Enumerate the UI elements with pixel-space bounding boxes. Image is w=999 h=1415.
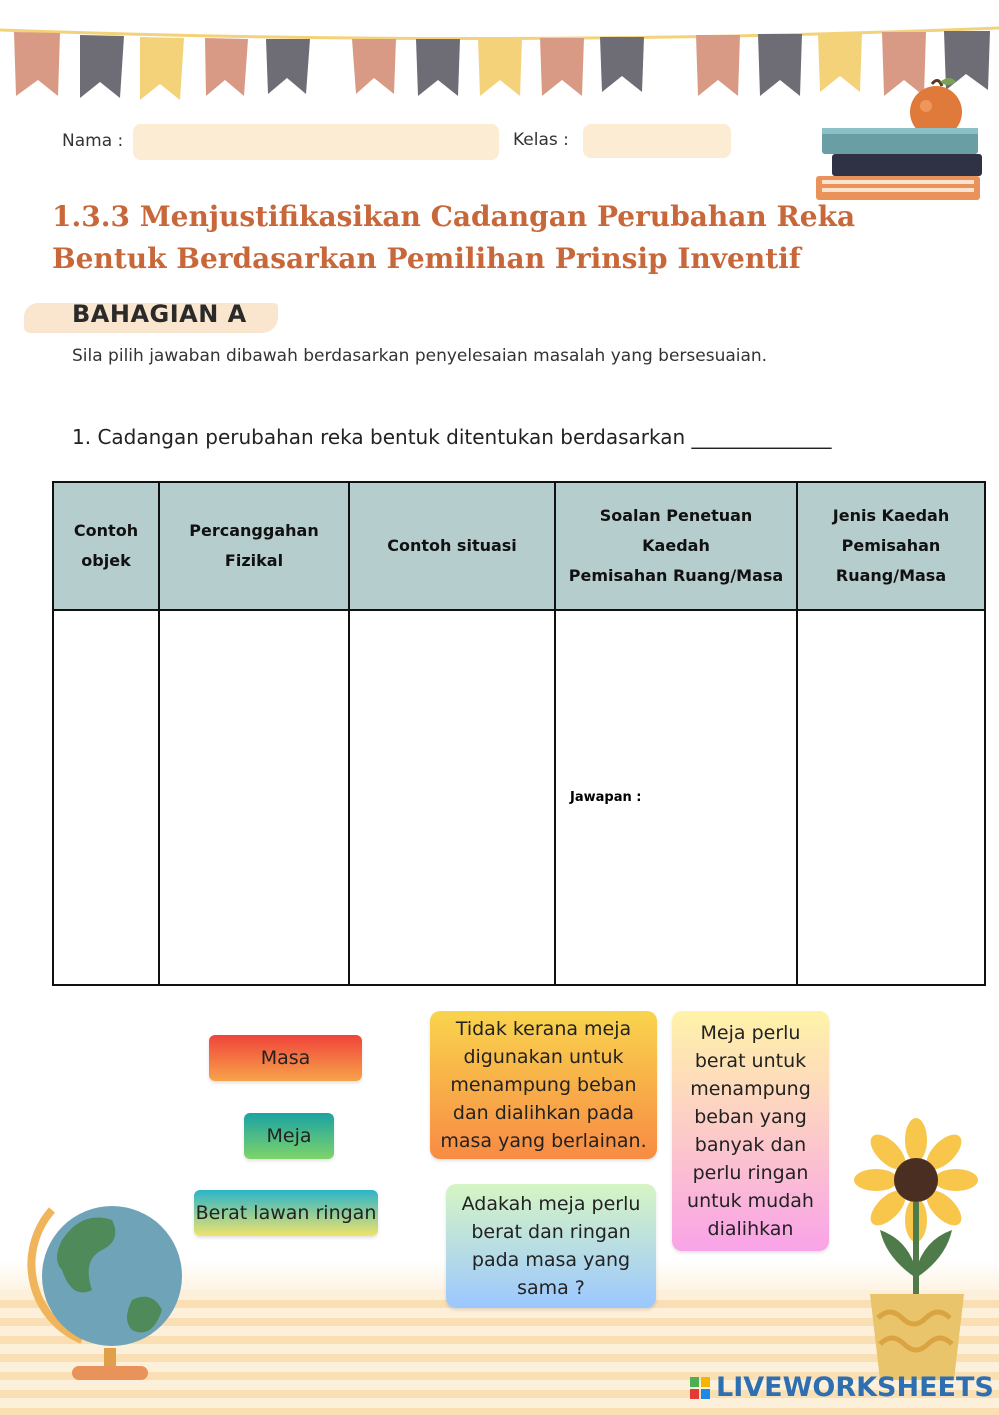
section-heading: BAHAGIAN A (72, 300, 247, 328)
answer-label: Jawapan : (570, 790, 642, 805)
drag-card-meja[interactable]: Meja (244, 1113, 334, 1159)
instruction-text: Sila pilih jawaban dibawah berdasarkan penyelesaian masalah yang bersesuaian. (72, 346, 768, 366)
header-jenis-kaedah: Jenis Kaedah Pemisahan Ruang/Masa (797, 482, 985, 610)
class-label: Kelas : (513, 130, 569, 150)
drag-card-masa[interactable]: Masa (209, 1035, 362, 1081)
drag-card-adakah[interactable]: Adakah meja perlu berat dan ringan pada masa yang sama ? (446, 1184, 656, 1308)
title-line-2: Bentuk Berdasarkan Pemilihan Prinsip Inventif (52, 242, 801, 275)
drag-card-tidak-kerana[interactable]: Tidak kerana meja digunakan untuk menampung beban dan dialihkan pada masa yang berlainan. (430, 1011, 657, 1159)
drop-zone-contoh-situasi[interactable] (349, 610, 555, 985)
globe-icon (22, 1180, 192, 1390)
brand-logo-text: LIVEWORKSHEETS (716, 1372, 994, 1403)
drag-card-berat-lawan-ringan[interactable]: Berat lawan ringan (194, 1190, 378, 1236)
drop-zone-contoh-objek[interactable] (53, 610, 159, 985)
name-label: Nama : (62, 131, 124, 151)
header-contoh-objek: Contoh objek (53, 482, 159, 610)
sunflower-icon (852, 1118, 982, 1388)
table-header-row (53, 482, 985, 610)
drop-zone-percanggahan[interactable] (159, 610, 349, 985)
title-line-1: 1.3.3 Menjustifikasikan Cadangan Perubahan Reka (52, 200, 856, 233)
drop-zone-soalan[interactable] (555, 610, 797, 985)
answer-table (52, 481, 986, 986)
books-apple-icon (812, 76, 982, 204)
name-input[interactable] (133, 124, 499, 160)
header-soalan-penetuan: Soalan Penetuan Kaedah Pemisahan Ruang/Masa (555, 482, 797, 610)
header-contoh-situasi: Contoh situasi (349, 482, 555, 610)
question-text: 1. Cadangan perubahan reka bentuk ditentukan berdasarkan ______________ (72, 425, 832, 449)
drop-zone-jenis-kaedah[interactable] (797, 610, 985, 985)
class-input[interactable] (583, 124, 731, 158)
drag-card-meja-perlu[interactable]: Meja perlu berat untuk menampung beban yang banyak dan perlu ringan untuk mudah dialihkan (672, 1011, 829, 1251)
liveworksheets-logo-icon (690, 1377, 710, 1399)
page-title (52, 196, 912, 280)
header-percanggahan-fizikal: Percanggahan Fizikal (159, 482, 349, 610)
table-answer-row (53, 610, 985, 985)
